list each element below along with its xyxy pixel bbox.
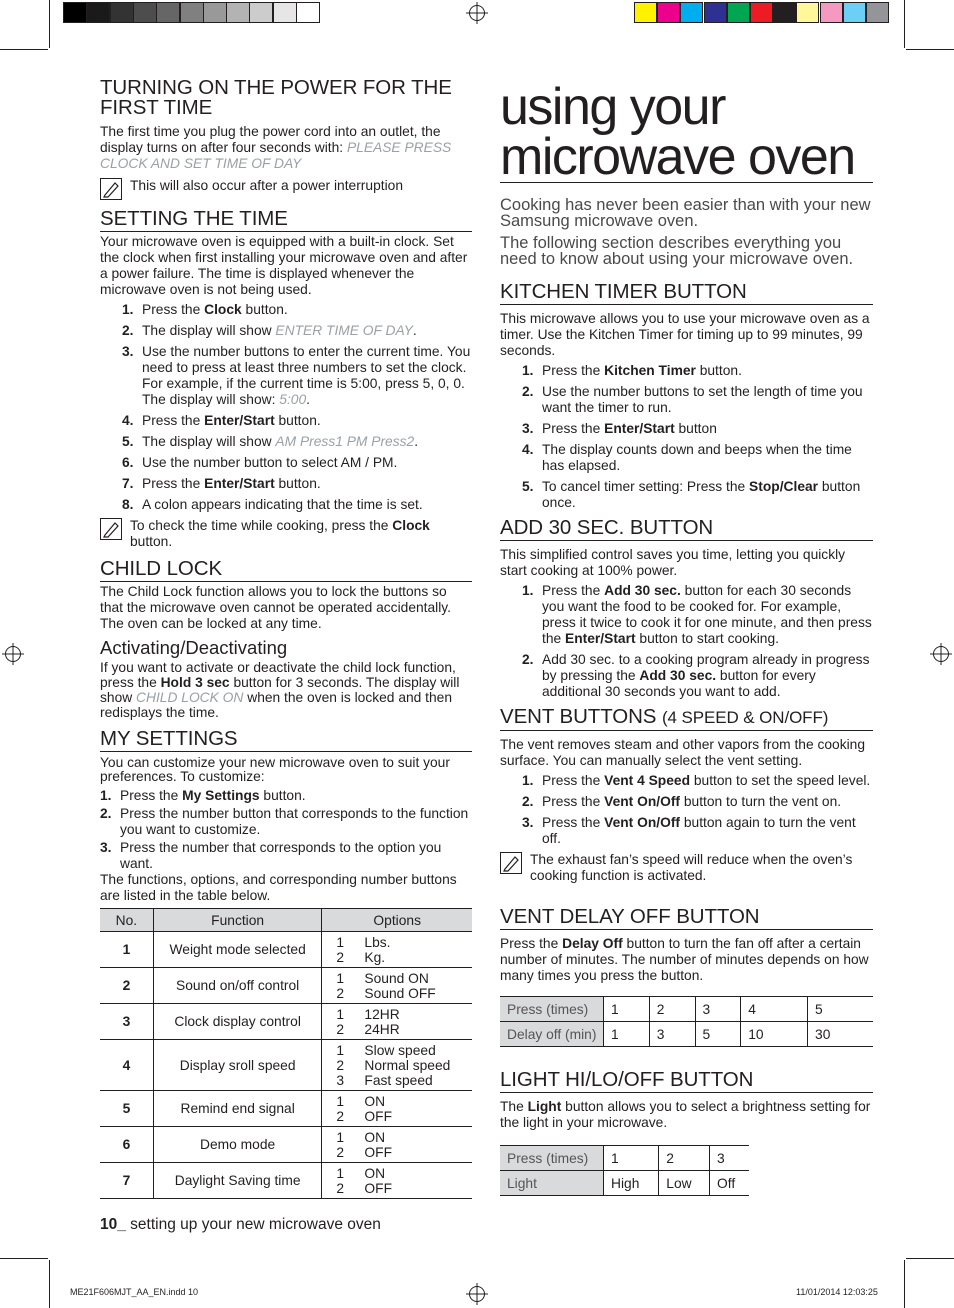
step-item (122, 323, 472, 339)
crop-mark (906, 1258, 954, 1259)
table-header: No. (100, 909, 153, 932)
step-text: Add 30 sec. to a cooking program already in progress by pressing the Add 30 sec. button for every additional 30 seconds you want to add. (542, 652, 870, 699)
row-number: 1 (100, 932, 153, 968)
table-row (100, 1091, 472, 1127)
step-text: Press the Kitchen Timer button. (542, 363, 742, 378)
my-settings-table (100, 908, 472, 1199)
table-cell: 2 (649, 997, 695, 1022)
table-cell: 2 (659, 1146, 710, 1171)
step-text: The display will show AM Press1 PM Press2. (142, 434, 419, 449)
color-swatch (773, 2, 796, 23)
option-line: 1 Sound ON (336, 970, 429, 986)
kitchen-timer-steps (500, 363, 873, 511)
table-cell: 1 (604, 1146, 659, 1171)
row-number: 5 (100, 1091, 153, 1127)
row-options (322, 968, 472, 1004)
step-number: 2. (522, 652, 534, 667)
gray-swatch (156, 2, 180, 23)
slug-date: 11/01/2014 12:03:25 (796, 1287, 878, 1297)
row-options (322, 1004, 472, 1040)
chapter-title: using your microwave oven (500, 82, 873, 183)
step-item (522, 583, 873, 647)
step-item (100, 806, 472, 838)
step-item (522, 442, 873, 474)
crop-mark (0, 1258, 48, 1259)
row-number: 2 (100, 968, 153, 1004)
step-number: 4. (522, 442, 534, 457)
table-header: Options (322, 909, 472, 932)
crop-mark (906, 49, 954, 50)
step-text: To cancel timer setting: Press the Stop/Clear button once. (542, 479, 861, 510)
step-number: 5. (122, 434, 134, 449)
step-number: 2. (122, 323, 134, 338)
table-row (500, 1146, 749, 1171)
left-column (100, 74, 472, 1199)
option-line: 1 Lbs. (336, 934, 391, 950)
time-heading: SETTING THE TIME (100, 208, 472, 232)
step-item (522, 773, 873, 789)
add30-text: This simplified control saves you time, letting you quickly start cooking at 100% power. (500, 547, 846, 578)
step-number: 8. (122, 497, 134, 512)
table-cell: 30 (808, 1022, 873, 1047)
note: This will also occur after a power interruption (100, 178, 472, 200)
intro-1: Cooking has never been easier than with your new Samsung microwave oven. (500, 196, 871, 230)
step-text: A colon appears indicating that the time is set. (142, 497, 423, 512)
step-item (100, 788, 472, 804)
row-function: Daylight Saving time (153, 1163, 322, 1199)
light-heading: LIGHT HI/LO/OFF BUTTON (500, 1069, 873, 1093)
step-text: Press the Enter/Start button. (142, 476, 321, 491)
step-number: 4. (122, 413, 134, 428)
step-item (122, 455, 472, 471)
color-swatch (727, 2, 750, 23)
gray-swatch (63, 2, 87, 23)
gray-swatch (110, 2, 134, 23)
row-label: Press (times) (500, 997, 604, 1022)
row-options (322, 1091, 472, 1127)
step-number: 3. (100, 840, 112, 855)
step-item (122, 476, 472, 492)
table-row (100, 932, 472, 968)
table-cell: 4 (741, 997, 808, 1022)
row-label: Press (times) (500, 1146, 604, 1171)
child-lock-subheading: Activating/Deactivating (100, 637, 288, 658)
child-lock-subtext: If you want to activate or deactivate the child lock function, press the Hold 3 sec button for 3 seconds. The display will show CHILD LOCK ON when the oven is locked and then redisplays the time. (100, 660, 460, 720)
step-text: Use the number button to select AM / PM. (142, 455, 398, 470)
table-cell: 10 (741, 1022, 808, 1047)
gray-swatch (180, 2, 204, 23)
step-item (122, 302, 472, 318)
table-cell: 1 (604, 1022, 650, 1047)
gray-swatch (203, 2, 227, 23)
crop-mark (904, 1260, 905, 1308)
step-number: 1. (522, 583, 534, 598)
color-swatch (820, 2, 843, 23)
row-options (322, 1127, 472, 1163)
row-function: Remind end signal (153, 1091, 322, 1127)
color-swatch (657, 2, 680, 23)
step-item (122, 413, 472, 429)
gray-swatch (273, 2, 297, 23)
step-item (100, 840, 472, 872)
note-icon (100, 178, 122, 200)
slug-filename: ME21F606MJT_AA_EN.indd 10 (70, 1287, 199, 1297)
step-item (122, 434, 472, 450)
row-options (322, 1040, 472, 1091)
light-table (500, 1145, 749, 1196)
crop-mark (49, 1260, 50, 1308)
option-line: 1 ON (336, 1093, 386, 1109)
row-number: 3 (100, 1004, 153, 1040)
step-text: Press the number that corresponds to the option you want. (120, 840, 442, 871)
step-item (522, 384, 873, 416)
table-row (100, 1127, 472, 1163)
vent-heading: VENT BUTTONS (4 SPEED & ON/OFF) (500, 706, 873, 731)
step-text: Press the number button that corresponds to the function you want to customize. (120, 806, 469, 837)
table-row (500, 997, 873, 1022)
table-cell: 5 (808, 997, 873, 1022)
option-line: 1 12HR (336, 1006, 400, 1022)
crop-mark (49, 0, 50, 48)
color-swatch (680, 2, 703, 23)
option-line: 2 OFF (336, 1180, 393, 1196)
gray-swatch (249, 2, 273, 23)
row-number: 6 (100, 1127, 153, 1163)
option-line: 2 Kg. (336, 949, 386, 965)
child-lock-heading: CHILD LOCK (100, 558, 472, 582)
step-text: Press the Vent 4 Speed button to set the speed level. (542, 773, 871, 788)
child-lock-text: The Child Lock function allows you to lock the buttons so that the microwave oven cannot be operated accidentally. The oven can be locked at any time. (100, 584, 452, 631)
kitchen-timer-heading: KITCHEN TIMER BUTTON (500, 281, 873, 305)
step-text: Press the Add 30 sec. button for each 30 seconds you want the food to be cooked for. For example, press it twice to cook it for one minute, and then press the Enter/Start button to start cooking. (542, 583, 872, 646)
option-line: 2 Normal speed (336, 1057, 451, 1073)
gray-swatch (226, 2, 250, 23)
row-function: Weight mode selected (153, 932, 322, 968)
option-line: 2 24HR (336, 1021, 400, 1037)
option-line: 2 OFF (336, 1144, 393, 1160)
vent-text: The vent removes steam and other vapors from the cooking surface. You can manually select the vent setting. (500, 737, 866, 768)
gray-swatch (296, 2, 320, 23)
step-text: Press the Clock button. (142, 302, 288, 317)
option-line: 3 Fast speed (336, 1072, 433, 1088)
registration-mark-icon (933, 646, 949, 662)
row-function: Demo mode (153, 1127, 322, 1163)
my-settings-heading: MY SETTINGS (100, 728, 472, 752)
table-cell: Off (710, 1171, 749, 1196)
step-text: Use the number buttons to set the length of time you want the timer to run. (542, 384, 863, 415)
option-line: 2 OFF (336, 1108, 393, 1124)
time-steps (100, 302, 472, 513)
page-footer: 10_ setting up your new microwave oven (100, 1216, 381, 1233)
step-number: 1. (522, 363, 534, 378)
color-swatch (704, 2, 727, 23)
step-text: Use the number buttons to enter the current time. You need to press at least three numbers to set the clock. For example, if the current time is 5:00, press 5, 0, 0. The display will show: 5:00. (142, 344, 471, 407)
step-number: 3. (522, 815, 534, 830)
table-cell: 3 (695, 997, 741, 1022)
step-number: 1. (122, 302, 134, 317)
color-swatch (634, 2, 657, 23)
table-cell: 5 (695, 1022, 741, 1047)
table-cell: High (604, 1171, 659, 1196)
vent-steps (500, 773, 873, 847)
table-row (100, 1163, 472, 1199)
crop-mark (904, 0, 905, 48)
step-number: 2. (100, 806, 112, 821)
step-item (522, 794, 873, 810)
step-item (522, 421, 873, 437)
step-number: 1. (522, 773, 534, 788)
step-item (122, 497, 472, 513)
registration-mark-icon (469, 1286, 485, 1302)
step-item (522, 479, 873, 511)
note-icon (100, 518, 122, 540)
row-function: Clock display control (153, 1004, 322, 1040)
power-heading: TURNING ON THE POWER FOR THE FIRST TIME (100, 76, 452, 119)
option-line: 1 Slow speed (336, 1042, 436, 1058)
row-options (322, 1163, 472, 1199)
step-number: 3. (522, 421, 534, 436)
step-text: Press the Enter/Start button (542, 421, 717, 436)
step-text: Press the Enter/Start button. (142, 413, 321, 428)
color-swatch (843, 2, 866, 23)
color-swatch (866, 2, 889, 23)
step-text: The display counts down and beeps when the time has elapsed. (542, 442, 852, 473)
power-text: The first time you plug the power cord into an outlet, the display turns on after four seconds with: PLEASE PRESS CLOCK AND SET TIME OF DAY (100, 124, 452, 171)
row-function: Display sroll speed (153, 1040, 322, 1091)
step-item (522, 363, 873, 379)
option-line: 2 Sound OFF (336, 985, 436, 1001)
add30-heading: ADD 30 SEC. BUTTON (500, 517, 873, 541)
table-cell: 1 (604, 997, 650, 1022)
step-item (522, 815, 873, 847)
step-number: 3. (122, 344, 134, 359)
color-swatch (750, 2, 773, 23)
table-cell: 3 (649, 1022, 695, 1047)
step-number: 5. (522, 479, 534, 494)
table-cell: Low (659, 1171, 710, 1196)
step-text: Press the My Settings button. (120, 788, 306, 803)
add30-steps (500, 583, 873, 700)
my-settings-steps (100, 788, 472, 872)
table-cell: 3 (710, 1146, 749, 1171)
step-text: The display will show ENTER TIME OF DAY. (142, 323, 417, 338)
gray-swatch (133, 2, 157, 23)
table-row (100, 968, 472, 1004)
note-icon (500, 852, 522, 874)
light-text: The Light button allows you to select a brightness setting for the light in your microwave. (500, 1099, 871, 1130)
right-column (500, 74, 873, 1196)
step-number: 2. (522, 794, 534, 809)
registration-mark-icon (469, 5, 485, 21)
row-label: Light (500, 1171, 604, 1196)
step-text: Press the Vent On/Off button again to turn the vent off. (542, 815, 856, 846)
table-row (500, 1022, 873, 1047)
gray-swatch (86, 2, 110, 23)
step-number: 7. (122, 476, 134, 491)
intro-2: The following section describes everything you need to know about using your microwave oven. (500, 234, 854, 268)
vent-delay-text: Press the Delay Off button to turn the fan off after a certain number of minutes. The number of minutes depends on how many times you press the button. (500, 936, 869, 983)
row-function: Sound on/off control (153, 968, 322, 1004)
step-number: 1. (100, 788, 112, 803)
row-number: 7 (100, 1163, 153, 1199)
table-header: Function (153, 909, 322, 932)
step-number: 2. (522, 384, 534, 399)
note: The exhaust fan’s speed will reduce when the oven’s cooking function is activated. (500, 852, 873, 884)
row-number: 4 (100, 1040, 153, 1091)
step-number: 6. (122, 455, 134, 470)
time-text: Your microwave oven is equipped with a built-in clock. Set the clock when first installing your microwave oven and after a power failure. The time is displayed whenever the microwave oven is not being used. (100, 234, 468, 297)
registration-mark-icon (5, 646, 21, 662)
row-label: Delay off (min) (500, 1022, 604, 1047)
table-row (500, 1171, 749, 1196)
table-row (100, 1040, 472, 1091)
vent-delay-heading: VENT DELAY OFF BUTTON (500, 906, 873, 930)
crop-mark (0, 49, 48, 50)
step-item (122, 344, 472, 408)
step-text: Press the Vent On/Off button to turn the vent on. (542, 794, 842, 809)
kitchen-timer-text: This microwave allows you to use your microwave oven as a timer. Use the Kitchen Timer for timing up to 99 minutes, 99 seconds. (500, 311, 870, 358)
my-settings-text: You can customize your new microwave oven to suit your preferences. To customize: (100, 755, 450, 784)
vent-delay-table (500, 996, 873, 1047)
step-item (522, 652, 873, 700)
note: To check the time while cooking, press the Clock button. (100, 518, 472, 550)
option-line: 1 ON (336, 1129, 386, 1145)
my-settings-after: The functions, options, and corresponding number buttons are listed in the table below. (100, 872, 457, 903)
option-line: 1 ON (336, 1165, 386, 1181)
row-options (322, 932, 472, 968)
table-row (100, 1004, 472, 1040)
display-text: PLEASE PRESS CLOCK AND SET TIME OF DAY (100, 140, 452, 171)
color-swatch (796, 2, 819, 23)
